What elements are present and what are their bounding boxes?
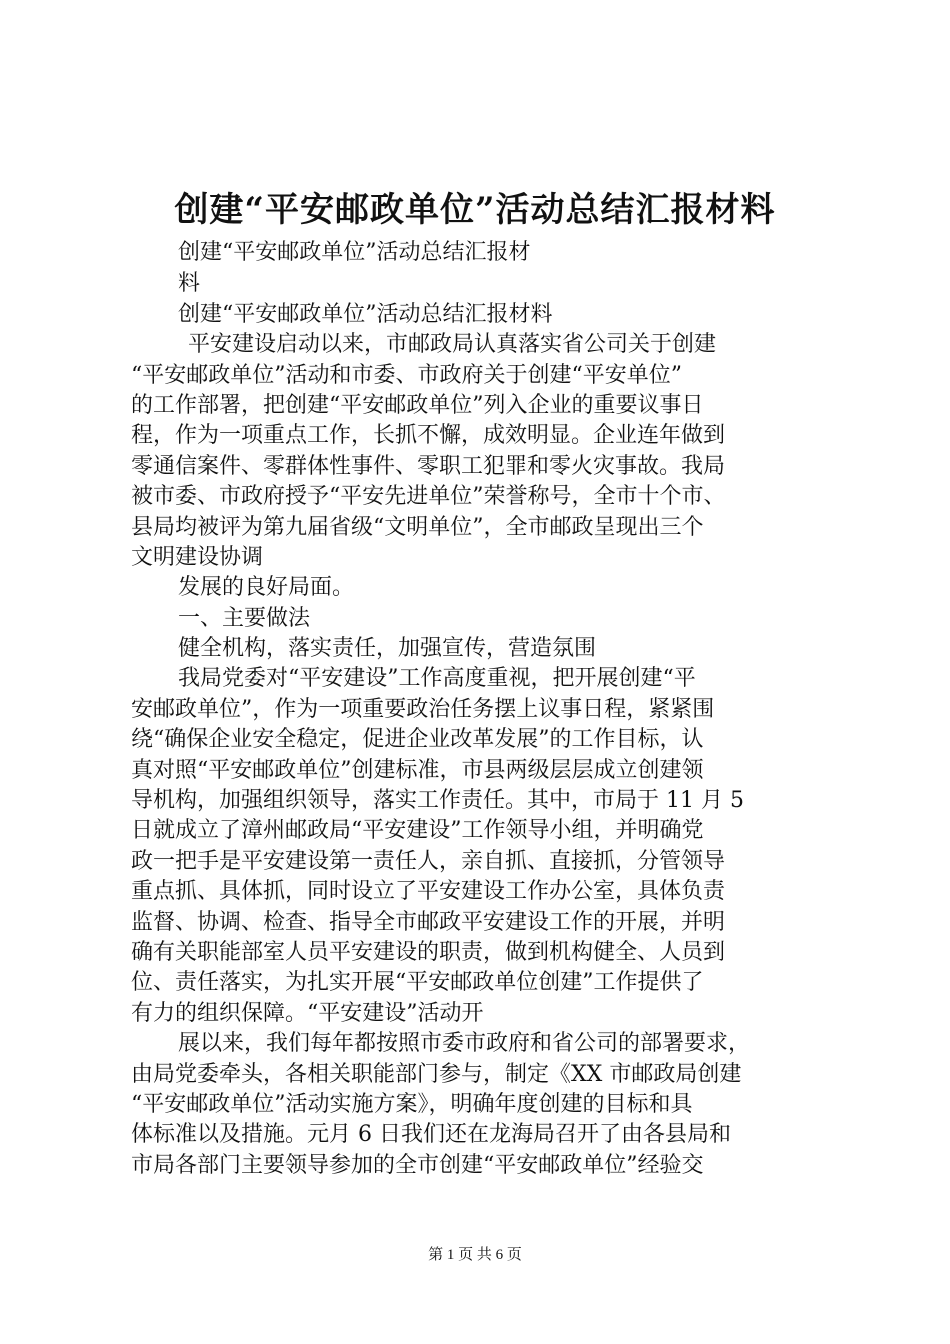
- body-line: 平安建设启动以来，市邮政局认真落实省公司关于创建: [188, 332, 717, 357]
- body-line: 安邮政单位”，作为一项重要政治任务摆上议事日程，紧紧围: [131, 697, 715, 722]
- body-line: 重点抓、具体抓，同时设立了平安建设工作办公室，具体负责: [131, 879, 726, 904]
- body-line: 导机构，加强组织领导，落实工作责任。其中，市局于 11 月 5: [131, 788, 744, 813]
- body-line: 创建“平安邮政单位”活动总结汇报材: [178, 240, 531, 265]
- document-title: 创建“平安邮政单位”活动总结汇报材料: [174, 190, 776, 230]
- body-line: 文明建设协调: [131, 545, 264, 570]
- page-footer: 第 1 页 共 6 页: [428, 1247, 522, 1263]
- section-heading: 一、主要做法: [178, 606, 311, 631]
- body-line: 体标准以及措施。元月 6 日我们还在龙海局召开了由各县局和: [131, 1122, 731, 1147]
- body-line: 政一把手是平安建设第一责任人，亲自抓、直接抓，分管领导: [131, 849, 726, 874]
- body-line: 确有关职能部室人员平安建设的职责，做到机构健全、人员到: [131, 940, 726, 965]
- body-line: 料: [178, 271, 201, 296]
- subsection-heading: 健全机构，落实责任，加强宣传，营造氛围: [178, 636, 597, 661]
- body-line: 零通信案件、零群体性事件、零职工犯罪和零火灾事故。我局: [131, 454, 726, 479]
- body-line: 绕“确保企业安全稳定，促进企业改革发展”的工作目标，认: [131, 727, 704, 752]
- body-line: 展以来，我们每年都按照市委市政府和省公司的部署要求，: [178, 1031, 751, 1056]
- body-line: 由局党委牵头，各相关职能部门参与，制定《XX 市邮政局创建: [131, 1062, 742, 1087]
- body-line: 被市委、市政府授予“平安先进单位”荣誉称号，全市十个市、: [131, 484, 726, 509]
- body-line: 县局均被评为第九届省级“文明单位”，全市邮政呈现出三个: [131, 515, 704, 540]
- body-line: “平安邮政单位”活动实施方案》，明确年度创建的目标和具: [131, 1092, 693, 1117]
- body-line: 发展的良好局面。: [178, 575, 355, 600]
- body-line: 创建“平安邮政单位”活动总结汇报材料: [178, 302, 553, 327]
- body-line: 监督、协调、检查、指导全市邮政平安建设工作的开展，并明: [131, 910, 726, 935]
- body-line: 有力的组织保障。“平安建设”活动开: [131, 1001, 484, 1026]
- body-line: “平安邮政单位”活动和市委、市政府关于创建“平安单位”: [131, 363, 682, 388]
- body-line: 的工作部署，把创建“平安邮政单位”列入企业的重要议事日: [131, 393, 704, 418]
- body-line: 我局党委对“平安建设”工作高度重视，把开展创建“平: [178, 666, 696, 691]
- body-line: 真对照“平安邮政单位”创建标准，市县两级层层成立创建领: [131, 758, 704, 783]
- body-line: 日就成立了漳州邮政局“平安建设”工作领导小组，并明确党: [131, 818, 704, 843]
- body-line: 程，作为一项重点工作，长抓不懈，成效明显。企业连年做到: [131, 423, 726, 448]
- body-line: 市局各部门主要领导参加的全市创建“平安邮政单位”经验交: [131, 1153, 704, 1178]
- body-line: 位、责任落实，为扎实开展“平安邮政单位创建”工作提供了: [131, 970, 704, 995]
